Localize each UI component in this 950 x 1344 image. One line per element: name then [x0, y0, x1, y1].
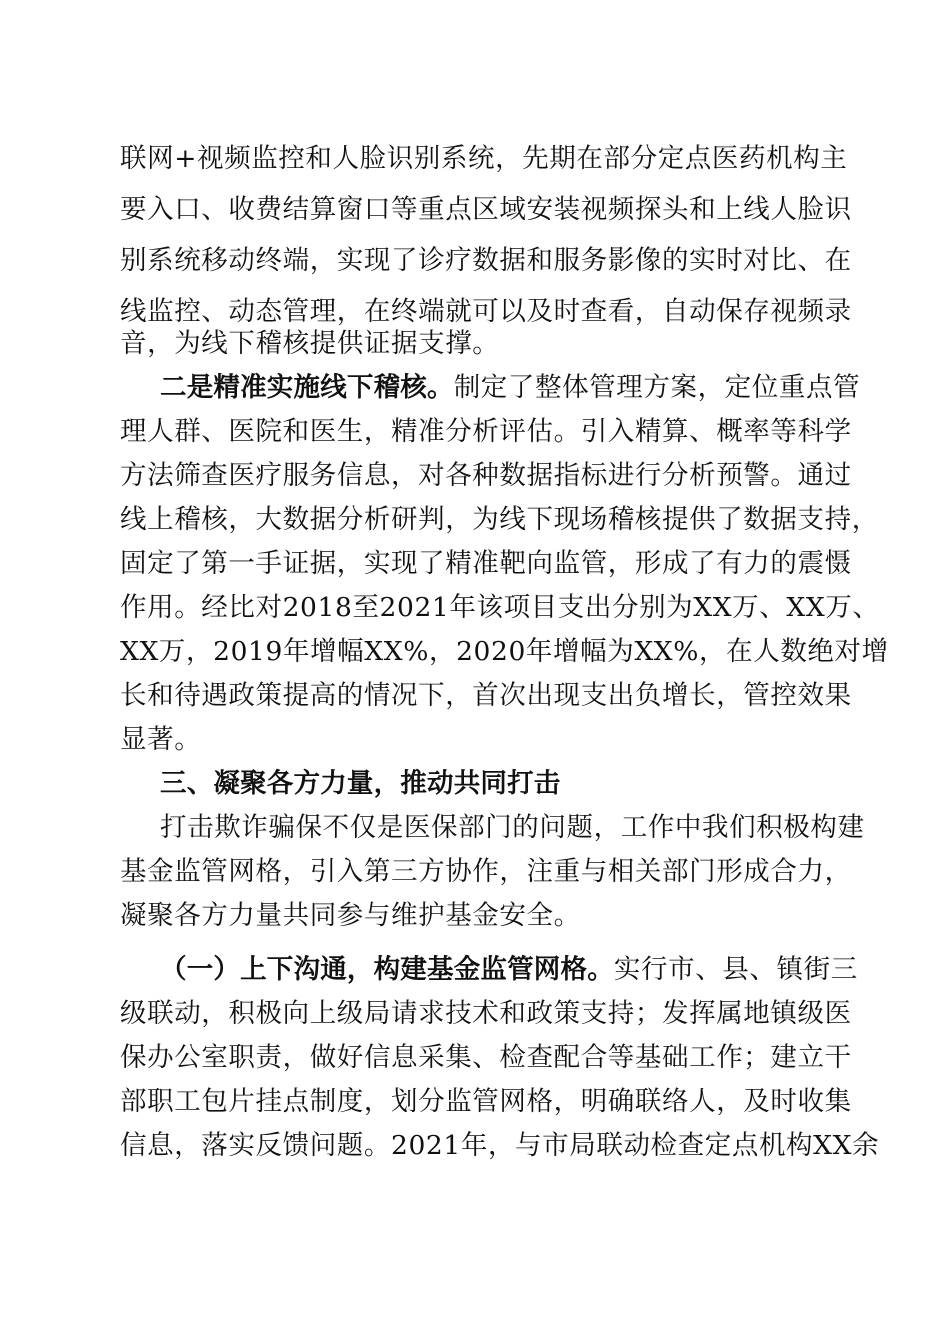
- paragraph-lead-heading: 二是精准实施线下稽核。: [160, 372, 454, 403]
- paragraph-line: 联网+视频监控和人脸识别系统，先期在部分定点医药机构主: [120, 143, 848, 174]
- paragraph-line: 固定了第一手证据，实现了精准靶向监管，形成了有力的震慑: [120, 548, 852, 579]
- paragraph-line: 作用。经比对2018至2021年该项目支出分别为XX万、XX万、: [120, 592, 880, 623]
- paragraph-line: 级联动，积极向上级局请求技术和政策支持；发挥属地镇级医: [120, 998, 852, 1029]
- paragraph-line: 长和待遇政策提高的情况下，首次出现支出负增长，管控效果: [120, 680, 852, 711]
- paragraph-line: 线上稽核，大数据分析研判，为线下现场稽核提供了数据支持，: [120, 504, 879, 535]
- paragraph-line: [160, 366, 861, 410]
- subsection-lead-heading: （一）上下沟通，构建基金监管网格。: [160, 954, 614, 985]
- paragraph-line: 保办公室职责，做好信息采集、检查配合等基础工作；建立干: [120, 1042, 852, 1073]
- paragraph-line: XX万，2019年增幅XX%，2020年增幅为XX%，在人数绝对增: [120, 636, 889, 667]
- paragraph-line: 音，为线下稽核提供证据支撑。: [120, 328, 500, 359]
- paragraph-line: [160, 948, 858, 992]
- paragraph-text: 实行市、县、镇街三: [613, 954, 858, 985]
- paragraph-line: 基金监管网格，引入第三方协作，注重与相关部门形成合力，: [120, 856, 852, 887]
- paragraph-line: 打击欺诈骗保不仅是医保部门的问题，工作中我们积极构建: [160, 812, 865, 843]
- paragraph-text: 制定了整体管理方案，定位重点管: [453, 372, 861, 403]
- paragraph-line: 理人群、医院和医生，精准分析评估。引入精算、概率等科学: [120, 416, 852, 447]
- paragraph-line: 线监控、动态管理，在终端就可以及时查看，自动保存视频录: [120, 296, 852, 327]
- paragraph-line: 别系统移动终端，实现了诊疗数据和服务影像的实时对比、在: [120, 245, 852, 276]
- paragraph-line: 凝聚各方力量共同参与维护基金安全。: [120, 900, 581, 931]
- paragraph-line: 显著。: [120, 724, 202, 755]
- paragraph-line: 信息，落实反馈问题。2021年，与市局联动检查定点机构XX余: [120, 1130, 880, 1161]
- section-heading: 三、凝聚各方力量，推动共同打击: [160, 768, 561, 799]
- paragraph-line: 部职工包片挂点制度，划分监管网格，明确联络人，及时收集: [120, 1086, 852, 1117]
- paragraph-line: 方法筛查医疗服务信息，对各种数据指标进行分析预警。通过: [120, 460, 852, 491]
- paragraph-line: 要入口、收费结算窗口等重点区域安装视频探头和上线人脸识: [120, 194, 852, 225]
